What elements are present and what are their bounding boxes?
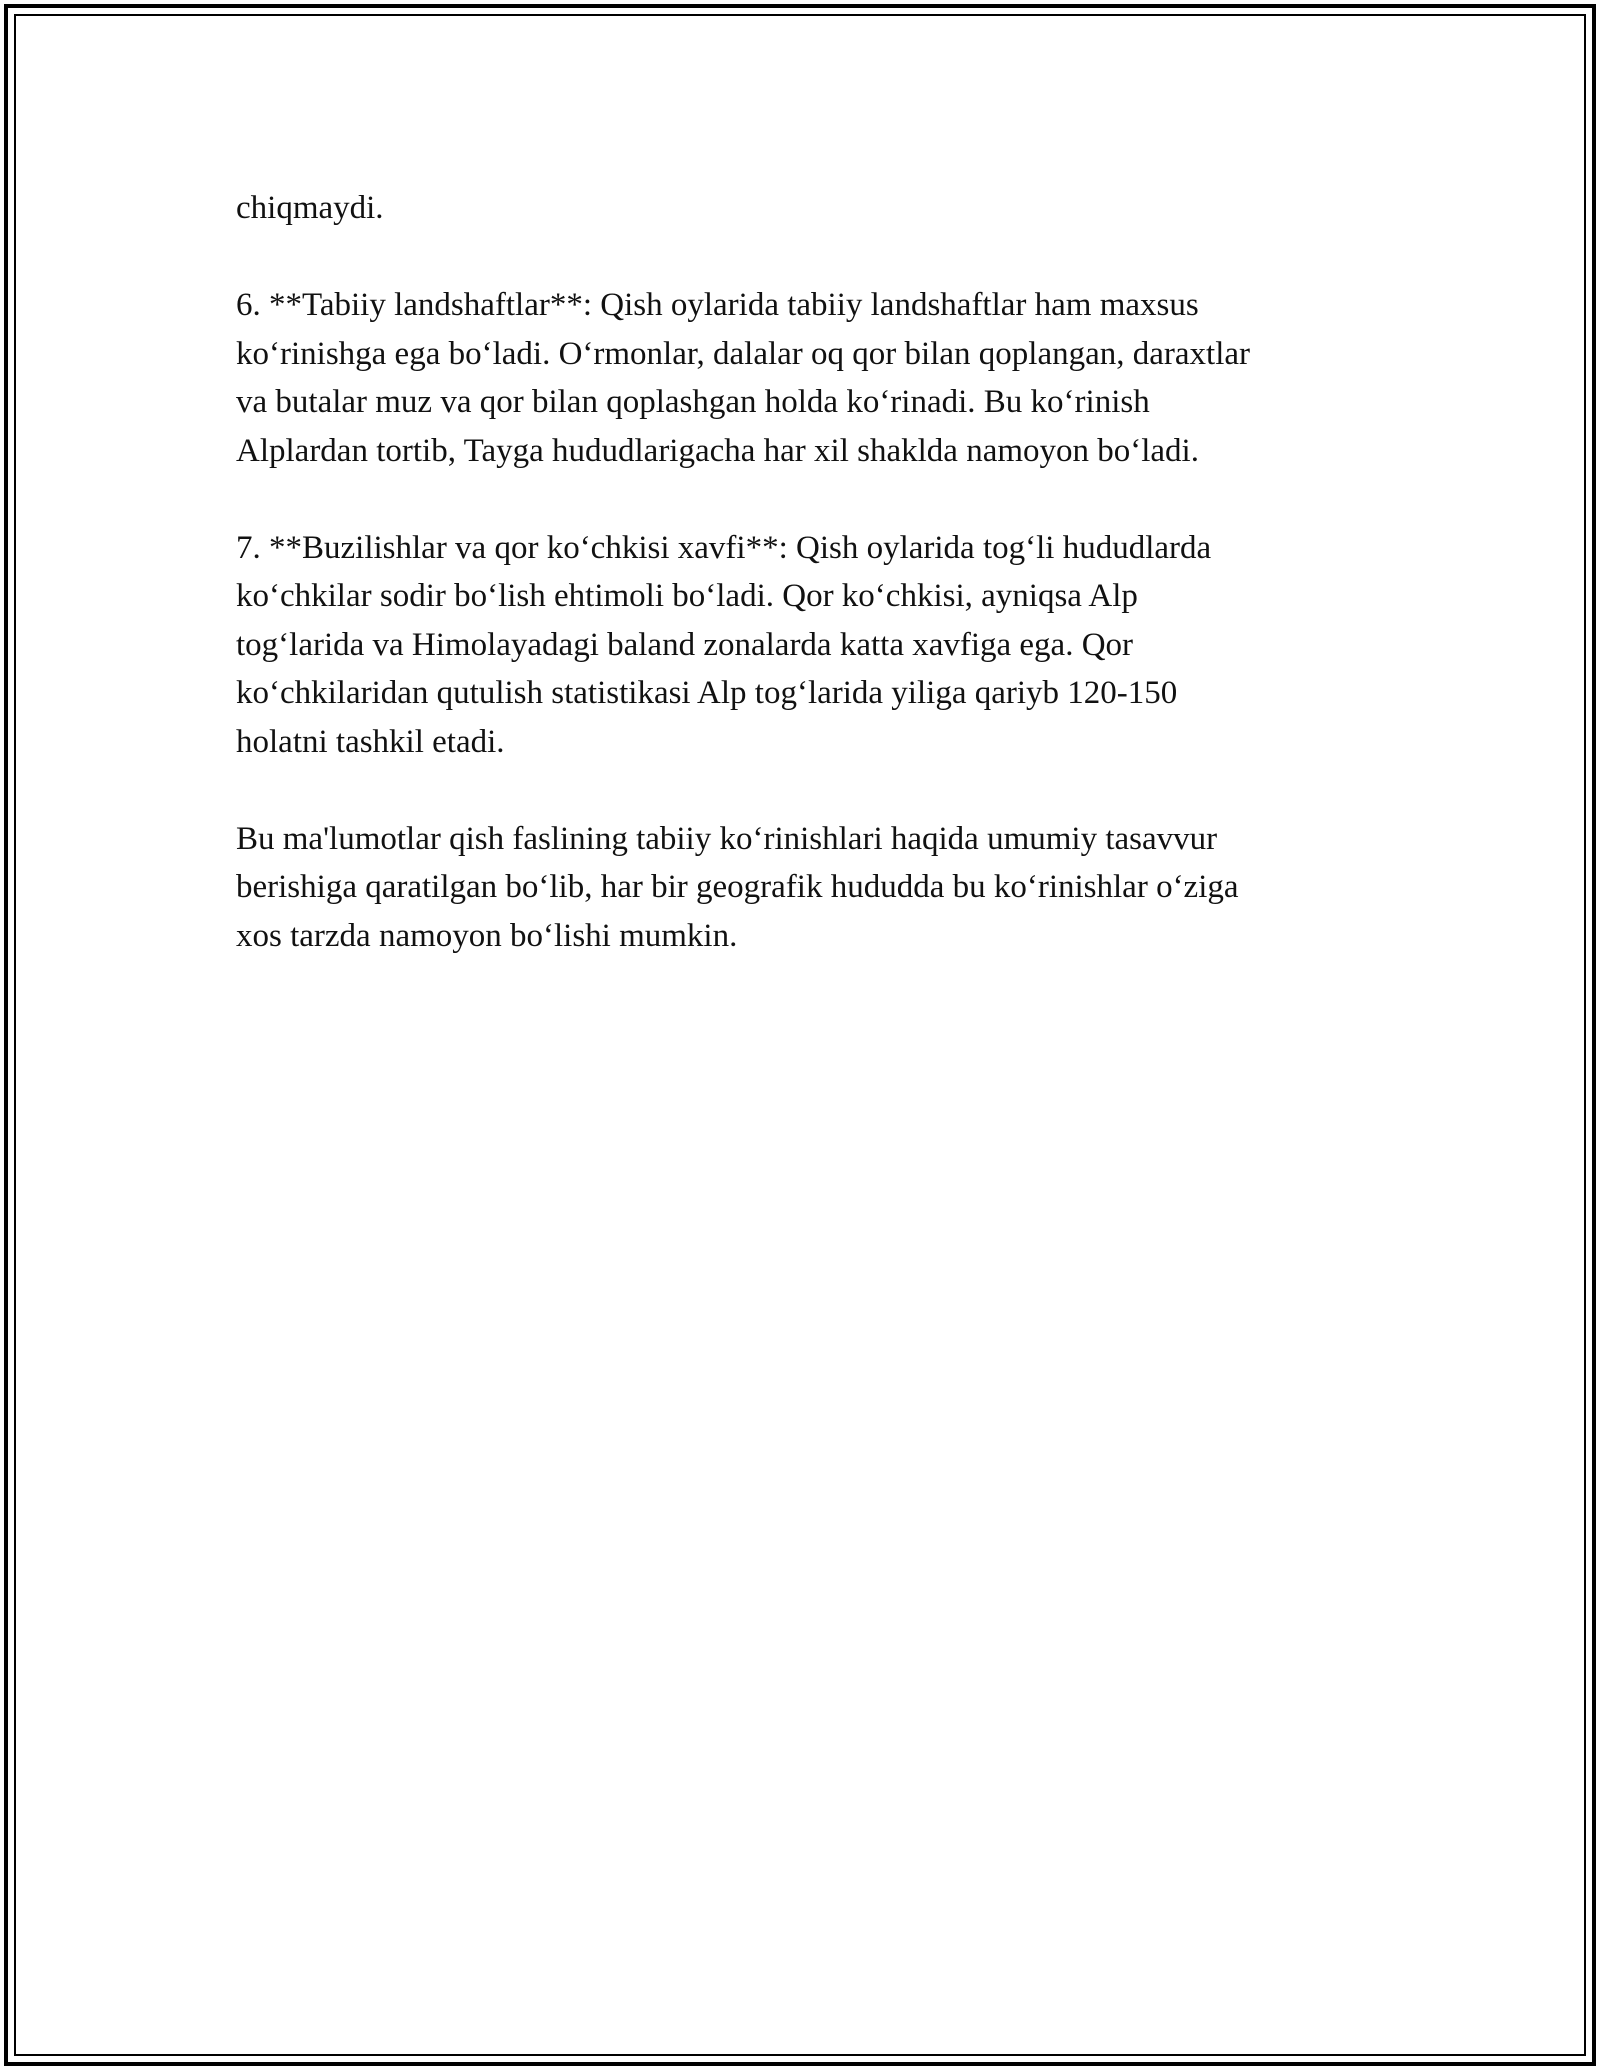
text-line: Alplardan tortib, Tayga hududlarigacha har xil shaklda namoyon bo‘ladi. [236, 432, 1199, 469]
text-line: chiqmaydi. [236, 190, 384, 226]
paragraph-conclusion [236, 815, 1386, 961]
paragraph-avalanche-risk [236, 524, 1386, 767]
text-line: va butalar muz va qor bilan qoplashgan holda ko‘rinadi. Bu ko‘rinish [236, 384, 1150, 420]
text-line: xos tarzda namoyon bo‘lishi mumkin. [236, 917, 738, 954]
text-line: ko‘chkilaridan qutulish statistikasi Alp tog‘larida yiliga qariyb 120-150 [236, 675, 1178, 711]
text-line: ko‘chkilar sodir bo‘lish ehtimoli bo‘ladi. Qor ko‘chkisi, ayniqsa Alp [236, 578, 1138, 614]
text-line: berishiga qaratilgan bo‘lib, har bir geografik hududda bu ko‘rinishlar o‘ziga [236, 869, 1239, 905]
text-line: 7. **Buzilishlar va qor ko‘chkisi xavfi**: Qish oylarida tog‘li hududlarda [236, 529, 1212, 566]
document-body [236, 184, 1386, 1009]
text-line: ko‘rinishga ega bo‘ladi. O‘rmonlar, dalalar oq qor bilan qoplangan, daraxtlar [236, 335, 1250, 372]
text-line: tog‘larida va Himolayadagi baland zonalarda katta xavfiga ega. Qor [236, 626, 1134, 663]
text-line: 6. **Tabiiy landshaftlar**: Qish oylarida tabiiy landshaftlar ham maxsus [236, 287, 1199, 323]
paragraph-natural-landscapes [236, 281, 1386, 475]
text-line: Bu ma'lumotlar qish faslining tabiiy ko‘rinishlari haqida umumiy tasavvur [236, 820, 1218, 857]
text-line: holatni tashkil etadi. [236, 723, 505, 760]
paragraph-continuation [236, 184, 1386, 233]
